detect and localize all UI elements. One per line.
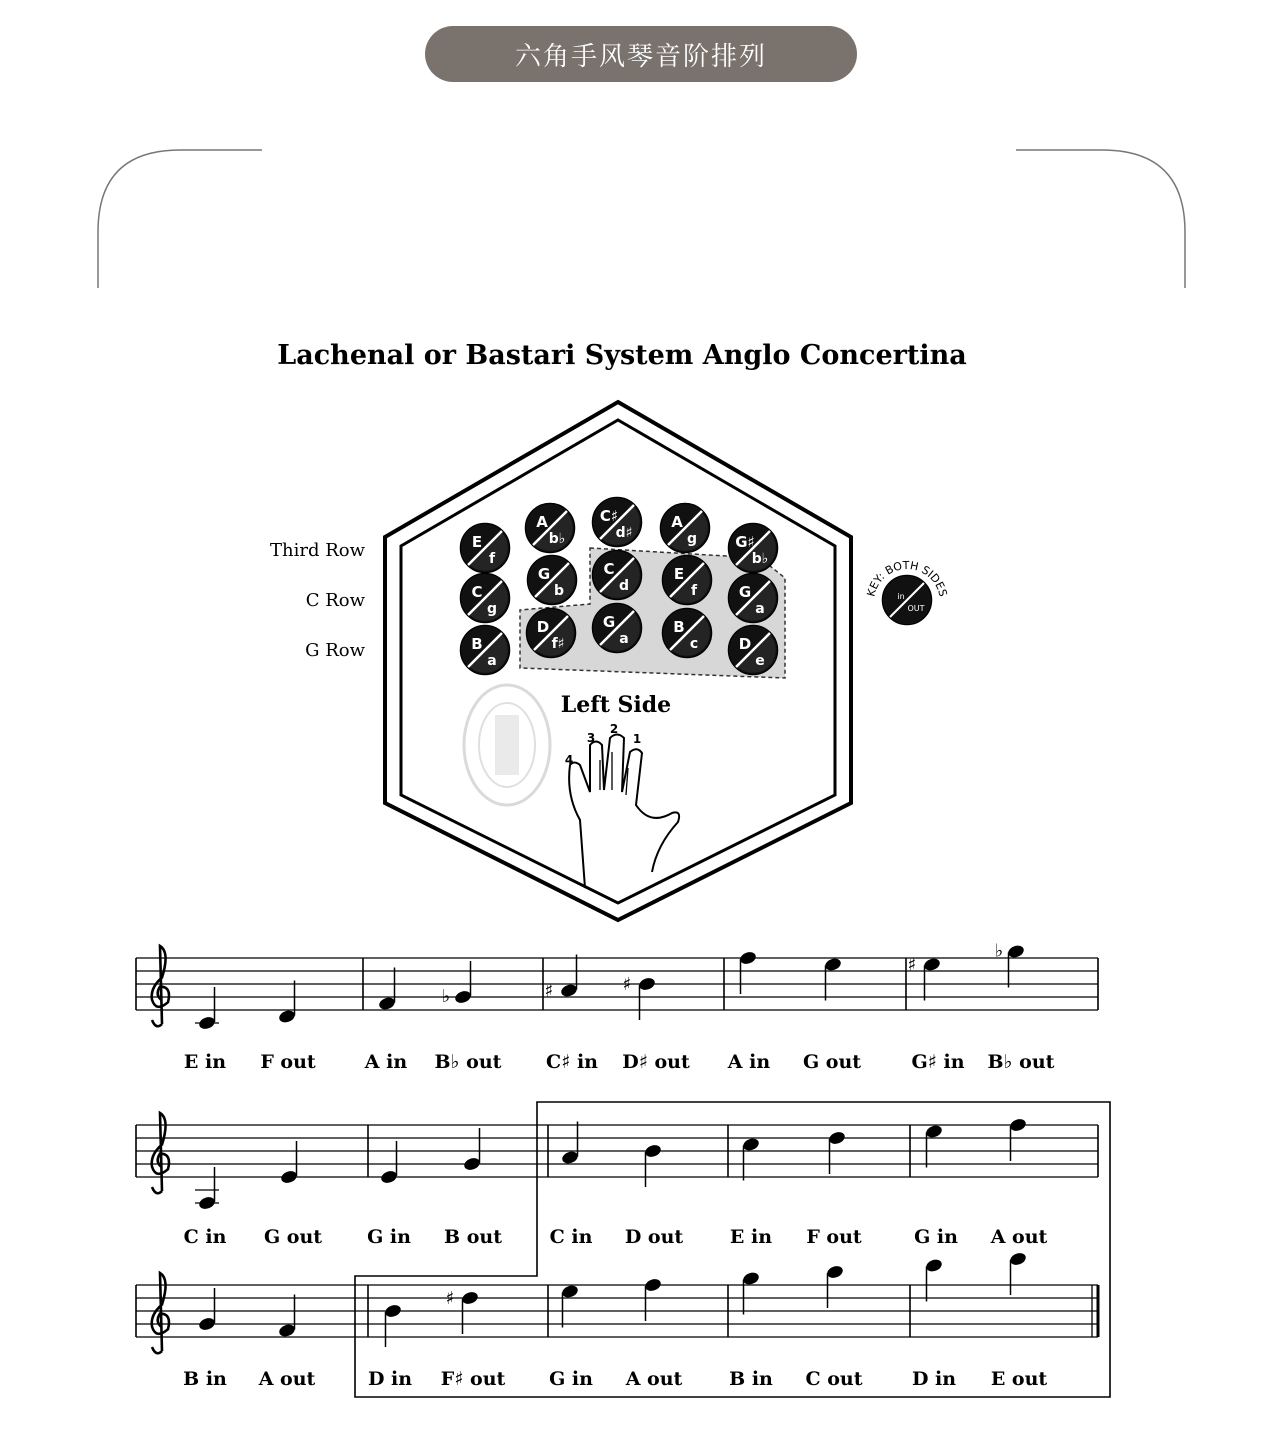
note — [742, 1271, 761, 1315]
button-pull-note: a — [755, 601, 765, 617]
button-push-note: G — [602, 613, 616, 631]
note — [278, 981, 297, 1025]
button-pull-note: d — [618, 578, 630, 594]
flat-sign: ♭ — [994, 940, 1004, 962]
button-push-note: G — [738, 583, 752, 601]
note-label: A out — [625, 1368, 683, 1390]
note — [908, 955, 942, 1001]
side-label: Left Side — [560, 692, 672, 718]
finger-number: 3 — [586, 731, 596, 745]
sharp-sign: ♯ — [622, 974, 632, 995]
staff — [136, 941, 1098, 1074]
note — [925, 1258, 944, 1302]
note-label: F out — [806, 1226, 862, 1248]
button-push-note: B — [471, 635, 483, 653]
note — [195, 1167, 219, 1211]
note-label: B in — [183, 1368, 227, 1390]
button-pull-note: b♭ — [751, 551, 769, 567]
sharp-sign: ♯ — [544, 980, 554, 1002]
button-push-note: D — [536, 618, 550, 636]
button-pull-note: a — [487, 653, 497, 669]
button-push-note: A — [536, 513, 548, 531]
note — [195, 987, 219, 1031]
key-out-label: OUT — [907, 604, 925, 613]
note — [463, 1128, 482, 1172]
diagram-title: Lachenal or Bastari System Anglo Concertina — [277, 340, 967, 371]
button-push-note: C — [471, 583, 483, 601]
flat-sign: ♭ — [441, 986, 451, 1007]
button-pull-note: b♭ — [548, 531, 566, 547]
key-in-label: in — [897, 592, 905, 601]
note-label: B in — [729, 1368, 773, 1390]
note-label: B♭ out — [434, 1051, 502, 1073]
button-push-note: B — [673, 618, 685, 636]
note — [644, 1277, 663, 1321]
note-label: A in — [727, 1051, 771, 1073]
note-label: D♯ out — [622, 1051, 690, 1073]
button-pull-note: a — [619, 631, 629, 647]
button-pull-note: e — [755, 653, 765, 669]
note — [198, 1288, 217, 1332]
button-pull-note: c — [689, 636, 699, 652]
note — [828, 1130, 847, 1174]
finger-number: 2 — [609, 722, 619, 736]
button-pull-note: g — [686, 531, 698, 547]
note-label: G in — [549, 1368, 593, 1390]
key-legend-label: KEY: BOTH SIDES — [864, 558, 950, 598]
button-push-note: D — [738, 635, 752, 653]
staff — [136, 1113, 1098, 1248]
note — [824, 957, 843, 1001]
note-label: G in — [367, 1226, 411, 1248]
note-label: F♯ out — [440, 1368, 506, 1390]
row-label: G Row — [305, 640, 365, 661]
note-label: G out — [263, 1226, 323, 1248]
sharp-sign: ♯ — [445, 1288, 455, 1309]
note — [545, 955, 579, 1002]
button-pull-note: d♯ — [615, 525, 633, 541]
note-label: C out — [805, 1368, 863, 1390]
note — [995, 941, 1026, 988]
note-label: D out — [624, 1226, 684, 1248]
note-label: A out — [258, 1368, 316, 1390]
note — [1009, 1117, 1028, 1161]
note-label: A out — [990, 1226, 1048, 1248]
note-label: C in — [183, 1226, 227, 1248]
row-label: C Row — [305, 590, 365, 611]
note — [280, 1141, 299, 1185]
button-push-note: G♯ — [735, 533, 755, 551]
note — [378, 968, 397, 1012]
note-label: D in — [367, 1368, 413, 1390]
note-label: E in — [729, 1226, 773, 1248]
button-pull-note: f — [488, 551, 496, 567]
finger-number: 1 — [632, 732, 642, 746]
note — [561, 1122, 580, 1166]
note — [1009, 1251, 1028, 1295]
note-label: G out — [802, 1051, 862, 1073]
note — [644, 1143, 663, 1187]
note-label: F out — [260, 1051, 316, 1073]
button-push-note: E — [673, 565, 685, 583]
note — [925, 1124, 944, 1168]
sharp-sign: ♯ — [907, 954, 917, 976]
note-label: E in — [183, 1051, 227, 1073]
banner-title: 六角手风琴音阶排列 — [514, 41, 767, 72]
button-pull-note: b — [553, 583, 565, 599]
note-label: B out — [444, 1226, 502, 1248]
button-pull-note: f — [690, 583, 698, 599]
staff — [136, 1251, 1098, 1390]
note — [384, 1303, 403, 1347]
button-pull-note: g — [486, 601, 498, 617]
scale-bracket — [355, 1102, 1110, 1397]
note-label: G♯ in — [911, 1051, 965, 1073]
button-pull-note: f♯ — [551, 636, 565, 652]
note — [826, 1264, 845, 1308]
button-push-note: G — [537, 565, 551, 583]
note-label: C♯ in — [546, 1051, 598, 1073]
note — [380, 1141, 399, 1185]
note-label: B♭ out — [987, 1051, 1055, 1073]
note — [742, 1137, 761, 1181]
button-push-note: E — [471, 533, 483, 551]
note-label: D in — [911, 1368, 957, 1390]
note-label: E out — [990, 1368, 1048, 1390]
row-label: Third Row — [269, 540, 365, 561]
note-label: G in — [914, 1226, 958, 1248]
button-push-note: C — [603, 560, 615, 578]
finger-number: 4 — [564, 753, 574, 767]
note-label: C in — [549, 1226, 593, 1248]
button-push-note: C♯ — [599, 507, 619, 525]
note — [561, 1284, 580, 1328]
note — [739, 950, 758, 994]
note — [278, 1295, 297, 1339]
note-label: A in — [364, 1051, 408, 1073]
button-push-note: A — [671, 513, 683, 531]
